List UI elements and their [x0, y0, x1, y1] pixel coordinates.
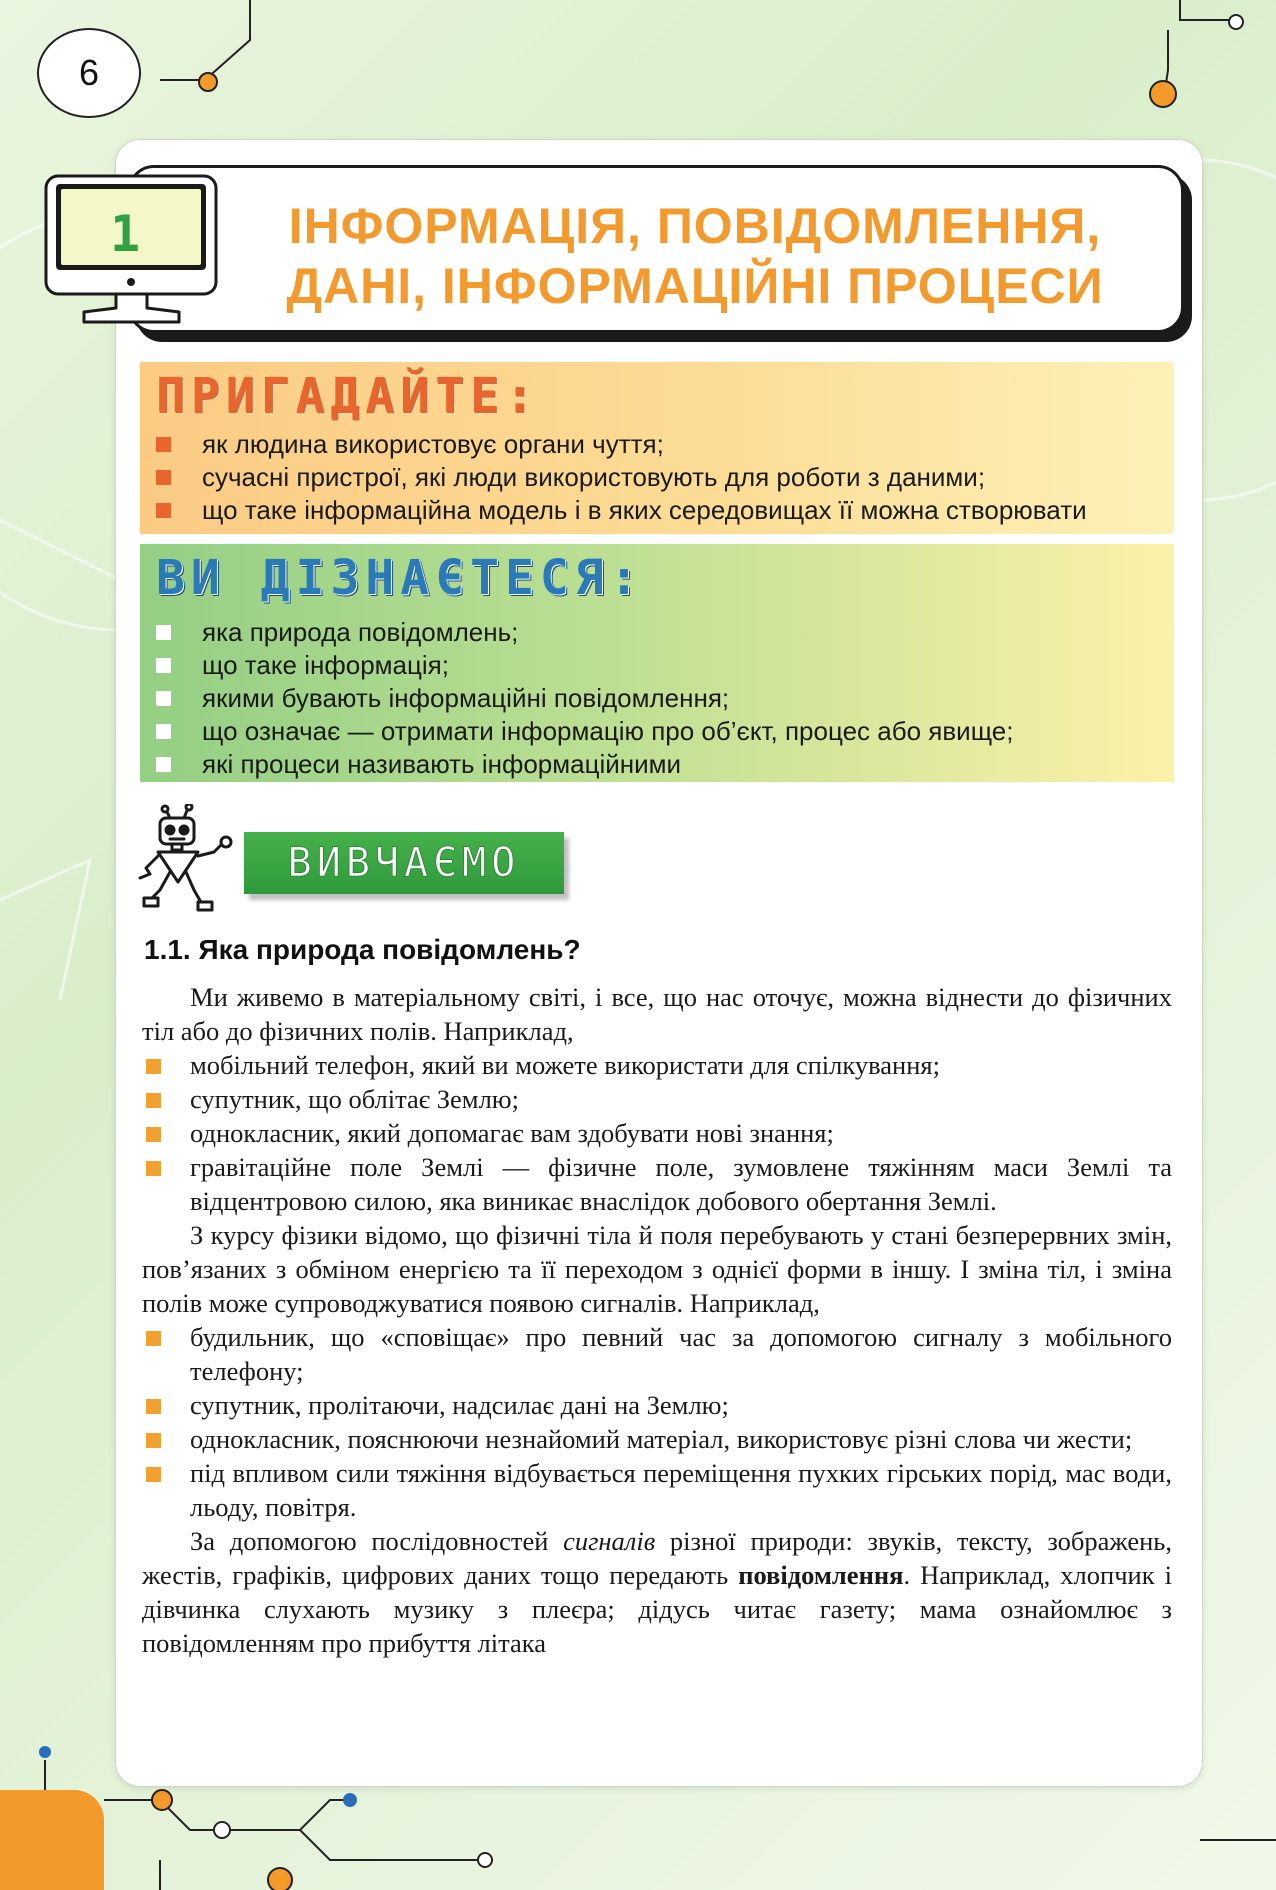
bullet-square-icon [156, 691, 171, 706]
list-item-text: яка природа повідомлень; [202, 617, 519, 647]
list-item [156, 682, 1013, 715]
list-item [156, 616, 1013, 649]
robot-icon [136, 804, 236, 912]
list-item [156, 494, 1087, 527]
bullet-square-icon [156, 757, 171, 772]
bullet-square-icon [156, 437, 171, 452]
list-item [142, 1388, 1172, 1422]
list-item-text: які процеси називають інформаційними [202, 749, 682, 779]
recall-heading: ПРИГАДАЙТЕ: [156, 368, 540, 424]
chapter-title-line-2: ДАНІ, ІНФОРМАЦІЙНІ ПРОЦЕСИ [286, 258, 1104, 314]
list-item-text: однокласник, пояснюючи незнайомий матеріал, використовує різні слова чи жести; [190, 1424, 1133, 1454]
list-item-text: гравітаційне поле Землі — фізичне поле, зумовлене тяжінням маси Землі та відцентровою силою, яка виникає внаслідок добового обертання Землі. [190, 1152, 1172, 1216]
list-item [142, 1116, 1172, 1150]
list-item-text: мобільний телефон, який ви можете використати для спілкування; [190, 1050, 940, 1080]
list-item-text: супутник, пролітаючи, надсилає дані на Землю; [190, 1390, 729, 1420]
recall-box [140, 362, 1174, 534]
bullet-square-icon [146, 1059, 161, 1074]
bullet-square-icon [156, 724, 171, 739]
list-item-text: якими бувають інформаційні повідомлення; [202, 683, 730, 713]
list-item-text: що таке інформація; [202, 650, 449, 680]
example-list [142, 1048, 1172, 1218]
learn-box [140, 544, 1174, 782]
bullet-square-icon [146, 1127, 161, 1142]
bullet-square-icon [146, 1399, 161, 1414]
text-run: . Наприклад, хлопчик і дівчинка слухають музику з плеєра; дідусь читає газету; мама ознайомлює з повідомленням про прибуття літака [142, 1560, 1172, 1658]
list-item-text: що таке інформаційна модель і в яких середовищах її можна створювати [202, 495, 1087, 525]
chapter-number: 1 [109, 205, 143, 263]
learn-list [156, 616, 1013, 781]
section-heading: 1.1. Яка природа повідомлень? [144, 934, 581, 965]
list-item [156, 715, 1013, 748]
text-run: різної природи: звуків, тексту, зображень, жестів, графіків, цифрових даних тощо передають [142, 1526, 1172, 1590]
list-item [156, 748, 1013, 781]
bullet-square-icon [146, 1467, 161, 1482]
bullet-square-icon [156, 470, 171, 485]
paragraph: Ми живемо в матеріальному світі, і все, що нас оточує, можна віднести до фізичних тіл або до фізичних полів. Наприклад, [142, 982, 1172, 1046]
paragraph: З курсу фізики відомо, що фізичні тіла й поля перебувають у стані безперервних змін, пов’язаних з обміном енергією та її переходом з однієї форми в іншу. І зміна тіл, і зміна полів може супроводжуватися появою сигналів. Наприклад, [142, 1220, 1172, 1318]
list-item [142, 1320, 1172, 1388]
list-item [142, 1422, 1172, 1456]
example-list [142, 1320, 1172, 1524]
text-run: За допомогою послідовностей [190, 1526, 564, 1556]
list-item [142, 1082, 1172, 1116]
list-item [142, 1456, 1172, 1524]
recall-list [156, 428, 1087, 527]
list-item [156, 649, 1013, 682]
term-signals: сигналів [563, 1526, 656, 1556]
chapter-title-line-1: ІНФОРМАЦІЯ, ПОВІДОМЛЕННЯ, [288, 198, 1102, 254]
list-item-text: під впливом сили тяжіння відбувається переміщення пухких гірських порід, мас води, льоду, повітря. [190, 1458, 1172, 1522]
bullet-square-icon [156, 503, 171, 518]
bullet-square-icon [146, 1161, 161, 1176]
page-number: 6 [37, 28, 141, 118]
term-messages: повідомлення [738, 1560, 904, 1590]
list-item [142, 1150, 1172, 1218]
bullet-square-icon [156, 658, 171, 673]
bullet-square-icon [146, 1093, 161, 1108]
bullet-square-icon [146, 1331, 161, 1346]
study-banner: ВИВЧАЄМО [244, 832, 564, 894]
bullet-square-icon [156, 625, 171, 640]
list-item-text: будильник, що «сповіщає» про певний час за допомогою сигналу з мобільного телефону; [190, 1322, 1172, 1386]
corner-tab [0, 1790, 104, 1890]
list-item [156, 428, 1087, 461]
paragraph [142, 1524, 1172, 1660]
list-item-text: що означає — отримати інформацію про об’єкт, процес або явище; [202, 716, 1014, 746]
learn-heading: ВИ ДІЗНАЄТЕСЯ: [156, 550, 645, 606]
list-item-text: супутник, що облітає Землю; [190, 1084, 519, 1114]
section-body [142, 980, 1172, 1660]
list-item-text: як людина використовує органи чуття; [202, 429, 664, 459]
bullet-square-icon [146, 1433, 161, 1448]
list-item-text: сучасні пристрої, які люди використовують для роботи з даними; [202, 462, 986, 492]
list-item [142, 1048, 1172, 1082]
list-item [156, 461, 1087, 494]
list-item-text: однокласник, який допомагає вам здобувати нові знання; [190, 1118, 834, 1148]
chapter-title [230, 196, 1160, 316]
